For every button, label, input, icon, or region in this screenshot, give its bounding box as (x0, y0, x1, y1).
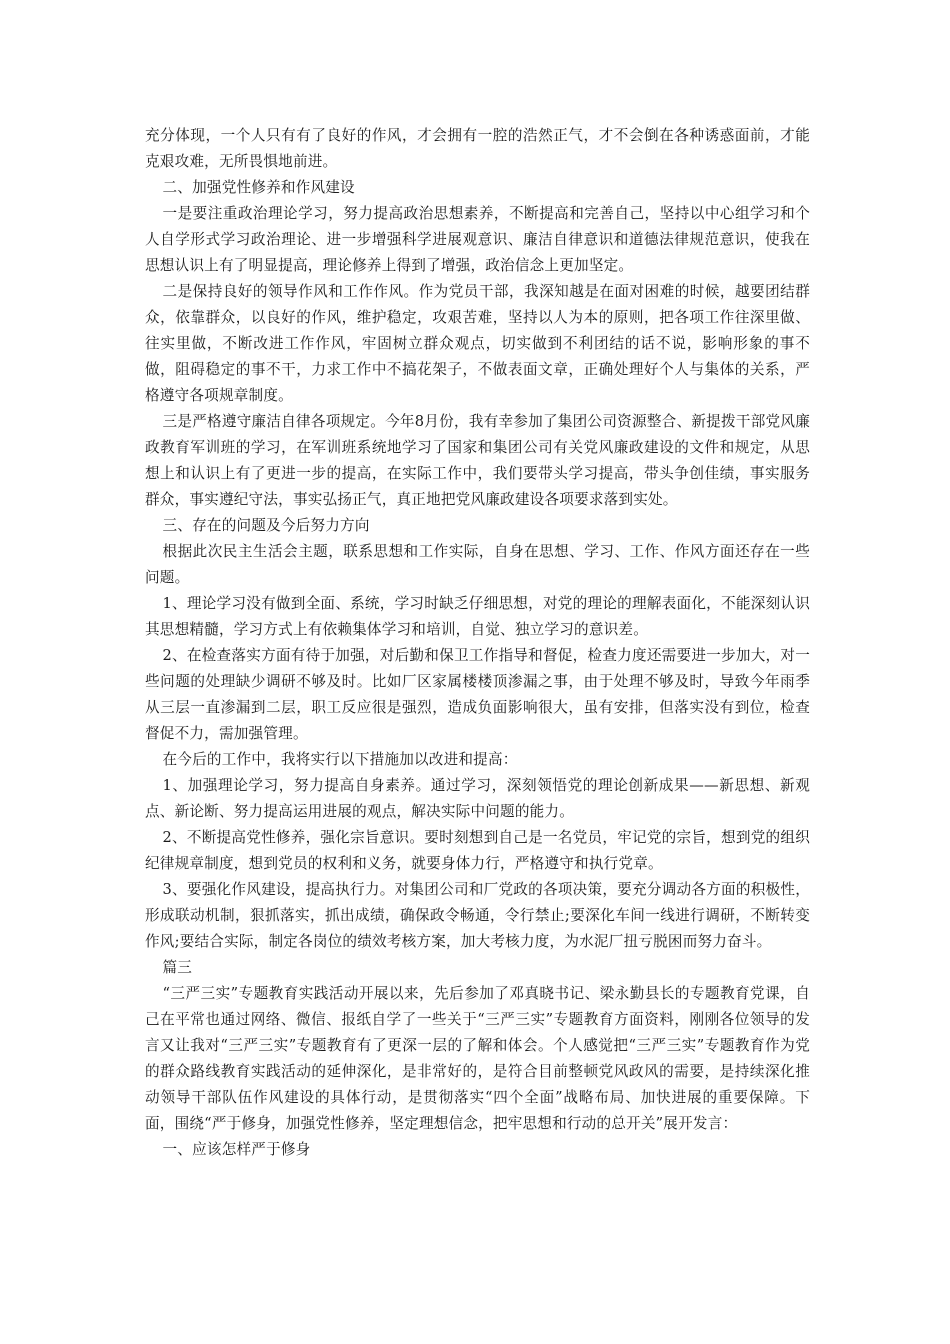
part-heading: 篇三 (162, 959, 193, 976)
paragraph: 二是保持良好的领导作风和工作作风。作为党员干部，我深知越是在面对困难的时候，越要团结群众，依靠群众，以良好的作风，维护稳定，攻艰苦难，坚持以人为本的原则，把各项工作往深里做、往实里做，不断改进工作作风，牢固树立群众观点，切实做到不利团结的话不说，影响形象的事不做，阻碍稳定的事不干，力求工作中不搞花架子，不做表面文章，正确处理好个人与集体的关系，严格遵守各项规章制度。 (145, 283, 810, 404)
paragraph: 一是要注重政治理论学习，努力提高政治思想素养，不断提高和完善自己，坚持以中心组学习和个人自学形式学习政治理论、进一步增强科学进展观意识、廉洁自律意识和道德法律规范意识，使我在思想认识上有了明显提高，理论修养上得到了增强，政治信念上更加坚定。 (145, 205, 810, 274)
list-item: 1、加强理论学习，努力提高自身素养。通过学习，深刻领悟党的理论创新成果——新思想、新观点、新论断、努力提高运用进展的观点，解决实际中问题的能力。 (145, 777, 810, 820)
paragraph: 三是严格遵守廉洁自律各项规定。今年8月份，我有幸参加了集团公司资源整合、新提拨干部党风廉政教育军训班的学习，在军训班系统地学习了国家和集团公司有关党风廉政建设的文件和规定，从思想上和认识上有了更进一步的提高，在实际工作中，我们要带头学习提高，带头争创佳绩，事实服务群众，事实遵纪守法，事实弘扬正气，真正地把党风廉政建设各项要求落到实处。 (145, 413, 810, 508)
section-heading: 二、加强党性修养和作风建设 (162, 179, 355, 196)
section-heading: 一、应该怎样严于修身 (162, 1141, 311, 1158)
list-item: 2、在检查落实方面有待于加强，对后勤和保卫工作指导和督促，检查力度还需要进一步加大，对一些问题的处理缺少调研不够及时。比如厂区家属楼楼顶渗漏之事，由于处理不够及时，导致今年雨季从三层一直渗漏到二层，职工反应很是强烈，造成负面影响很大，虽有安排，但落实没有到位，检查督促不力，需加强管理。 (145, 647, 810, 742)
paragraph: 充分体现，一个人只有有了良好的作风，才会拥有一腔的浩然正气，才不会倒在各种诱惑面前，才能克艰攻难，无所畏惧地前进。 (145, 127, 810, 170)
list-item: 1、理论学习没有做到全面、系统，学习时缺乏仔细思想，对党的理论的理解表面化，不能深刻认识其思想精髓，学习方式上有依赖集体学习和培训，自觉、独立学习的意识差。 (145, 595, 810, 638)
paragraph: “三严三实”专题教育实践活动开展以来，先后参加了邓真晓书记、梁永勤县长的专题教育党课，自己在平常也通过网络、微信、报纸自学了一些关于“三严三实”专题教育方面资料，刚刚各位领导的发言又让我对“三严三实”专题教育有了更深一层的了解和体会。个人感觉把“三严三实”专题教育作为党的群众路线教育实践活动的延伸深化，是非常好的，是符合目前整顿党风政风的需要，是持续深化推动领导干部队伍作风建设的具体行动，是贯彻落实“四个全面”战略布局、加快进展的重要保障。下面，围绕“严于修身，加强党性修养，坚定理想信念，把牢思想和行动的总开关”展开发言： (145, 985, 810, 1132)
list-item: 2、不断提高党性修养，强化宗旨意识。要时刻想到自己是一名党员，牢记党的宗旨，想到党的组织纪律规章制度，想到党员的权利和义务，就要身体力行，严格遵守和执行党章。 (145, 829, 810, 872)
paragraph: 根据此次民主生活会主题，联系思想和工作实际，自身在思想、学习、工作、作风方面还存在一些问题。 (145, 543, 810, 586)
list-item: 3、要强化作风建设，提高执行力。对集团公司和厂党政的各项决策，要充分调动各方面的积极性，形成联动机制，狠抓落实，抓出成绩，确保政令畅通，令行禁止;要深化车间一线进行调研，不断转变作风;要结合实际，制定各岗位的绩效考核方案，加大考核力度，为水泥厂扭亏脱困而努力奋斗。 (145, 881, 810, 950)
paragraph: 在今后的工作中，我将实行以下措施加以改进和提高： (162, 751, 518, 768)
document-body (145, 123, 810, 1163)
section-heading: 三、存在的问题及今后努力方向 (162, 517, 370, 534)
